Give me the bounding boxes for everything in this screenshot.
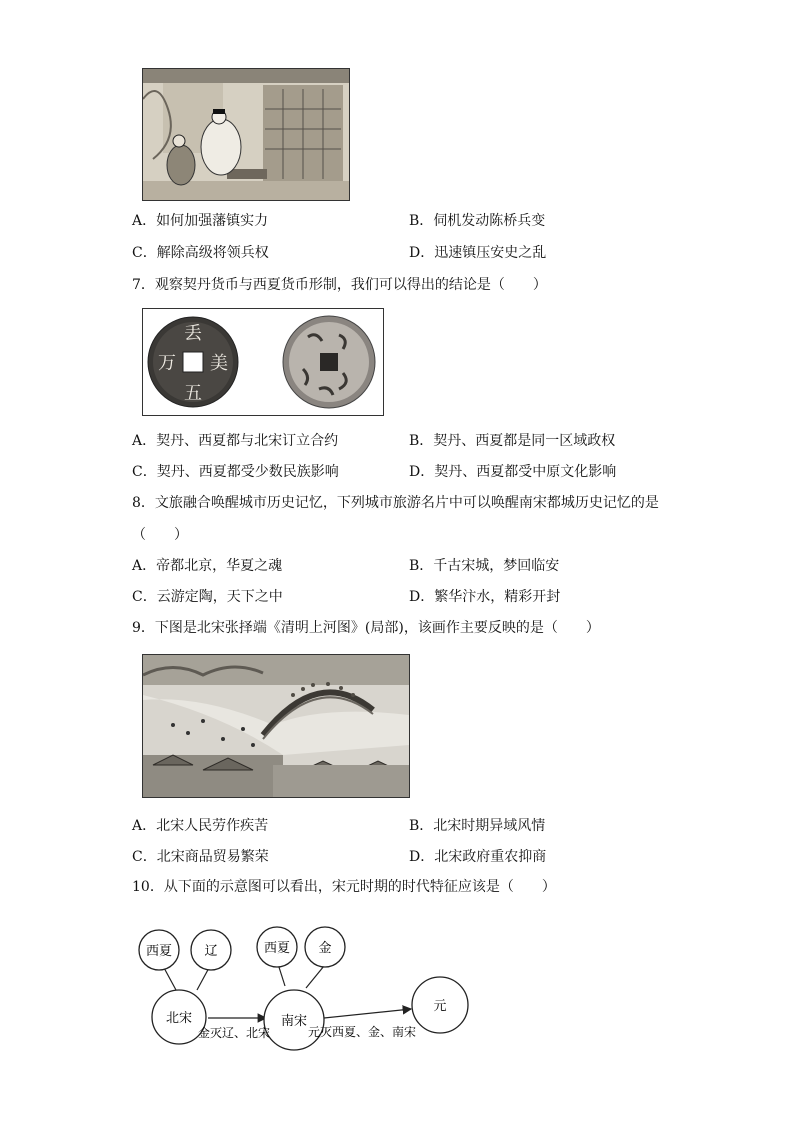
q7-coins-image xyxy=(142,308,384,416)
q6-option-b: B．伺机发动陈桥兵变 xyxy=(409,213,546,229)
q6-option-a: A．如何加强藩镇实力 xyxy=(132,213,269,229)
q10-diagram xyxy=(130,910,480,1060)
q7-option-b: B．契丹、西夏都是同一区域政权 xyxy=(409,433,616,449)
q8-stem-line1: 8．文旅融合唤醒城市历史记忆，下列城市旅游名片中可以唤醒南宋都城历史记忆的是 xyxy=(132,495,659,511)
node-yuan-label: 元 xyxy=(433,999,447,1014)
q7-stem: 7．观察契丹货币与西夏货币形制，我们可以得出的结论是（ ） xyxy=(132,277,547,293)
node-xixia2-label: 西夏 xyxy=(263,941,291,956)
q9-option-a: A．北宋人民劳作疾苦 xyxy=(132,818,269,834)
q6-option-d: D．迅速镇压安史之乱 xyxy=(409,245,547,261)
arrow1-label: 金灭辽、北宋 xyxy=(197,1026,271,1040)
q10-stem: 10．从下面的示意图可以看出，宋元时期的时代特征应该是（ ） xyxy=(132,879,556,895)
q8-option-b: B．千古宋城，梦回临安 xyxy=(409,558,560,574)
q8-option-d: D．繁华汴水，精彩开封 xyxy=(409,589,561,605)
node-nansong-label: 南宋 xyxy=(280,1014,308,1029)
arrow2-label: 元灭西夏、金、南宋 xyxy=(307,1025,417,1039)
line-jin-nansong xyxy=(306,966,324,988)
q9-stem: 9．下图是北宋张择端《清明上河图》(局部)，该画作主要反映的是（ ） xyxy=(132,620,600,636)
q6-option-c: C．解除高级将领兵权 xyxy=(132,245,269,261)
q7-option-d: D．契丹、西夏都受中原文化影响 xyxy=(409,464,617,480)
coin-char-right: 美 xyxy=(210,353,228,374)
q6-painting-image xyxy=(142,68,350,201)
arrow-nansong-to-yuan xyxy=(324,1009,411,1018)
q9-option-b: B．北宋时期异域风情 xyxy=(409,818,546,834)
coin-char-bottom: 五 xyxy=(184,383,202,404)
painting-scene xyxy=(143,69,349,200)
q9-option-c: C．北宋商品贸易繁荣 xyxy=(132,849,269,865)
q7-option-a: A．契丹、西夏都与北宋订立合约 xyxy=(132,433,339,449)
node-liao-label: 辽 xyxy=(204,944,218,959)
q8-stem-line2: （ ） xyxy=(132,527,188,543)
qingming-scene xyxy=(143,655,409,797)
q9-painting-image xyxy=(142,654,410,798)
q7-option-c: C．契丹、西夏都受少数民族影响 xyxy=(132,464,339,480)
q8-option-a: A．帝都北京，华夏之魂 xyxy=(132,558,283,574)
q9-option-d: D．北宋政府重农抑商 xyxy=(409,849,547,865)
node-xixia-label: 西夏 xyxy=(145,944,173,959)
node-beisong-label: 北宋 xyxy=(165,1011,193,1026)
coins-drawing xyxy=(143,309,383,415)
node-jin-label: 金 xyxy=(318,941,332,956)
coin-char-left: 万 xyxy=(158,353,176,374)
coin-char-top: 丢 xyxy=(184,323,202,344)
q8-option-c: C．云游定陶，天下之中 xyxy=(132,589,283,605)
